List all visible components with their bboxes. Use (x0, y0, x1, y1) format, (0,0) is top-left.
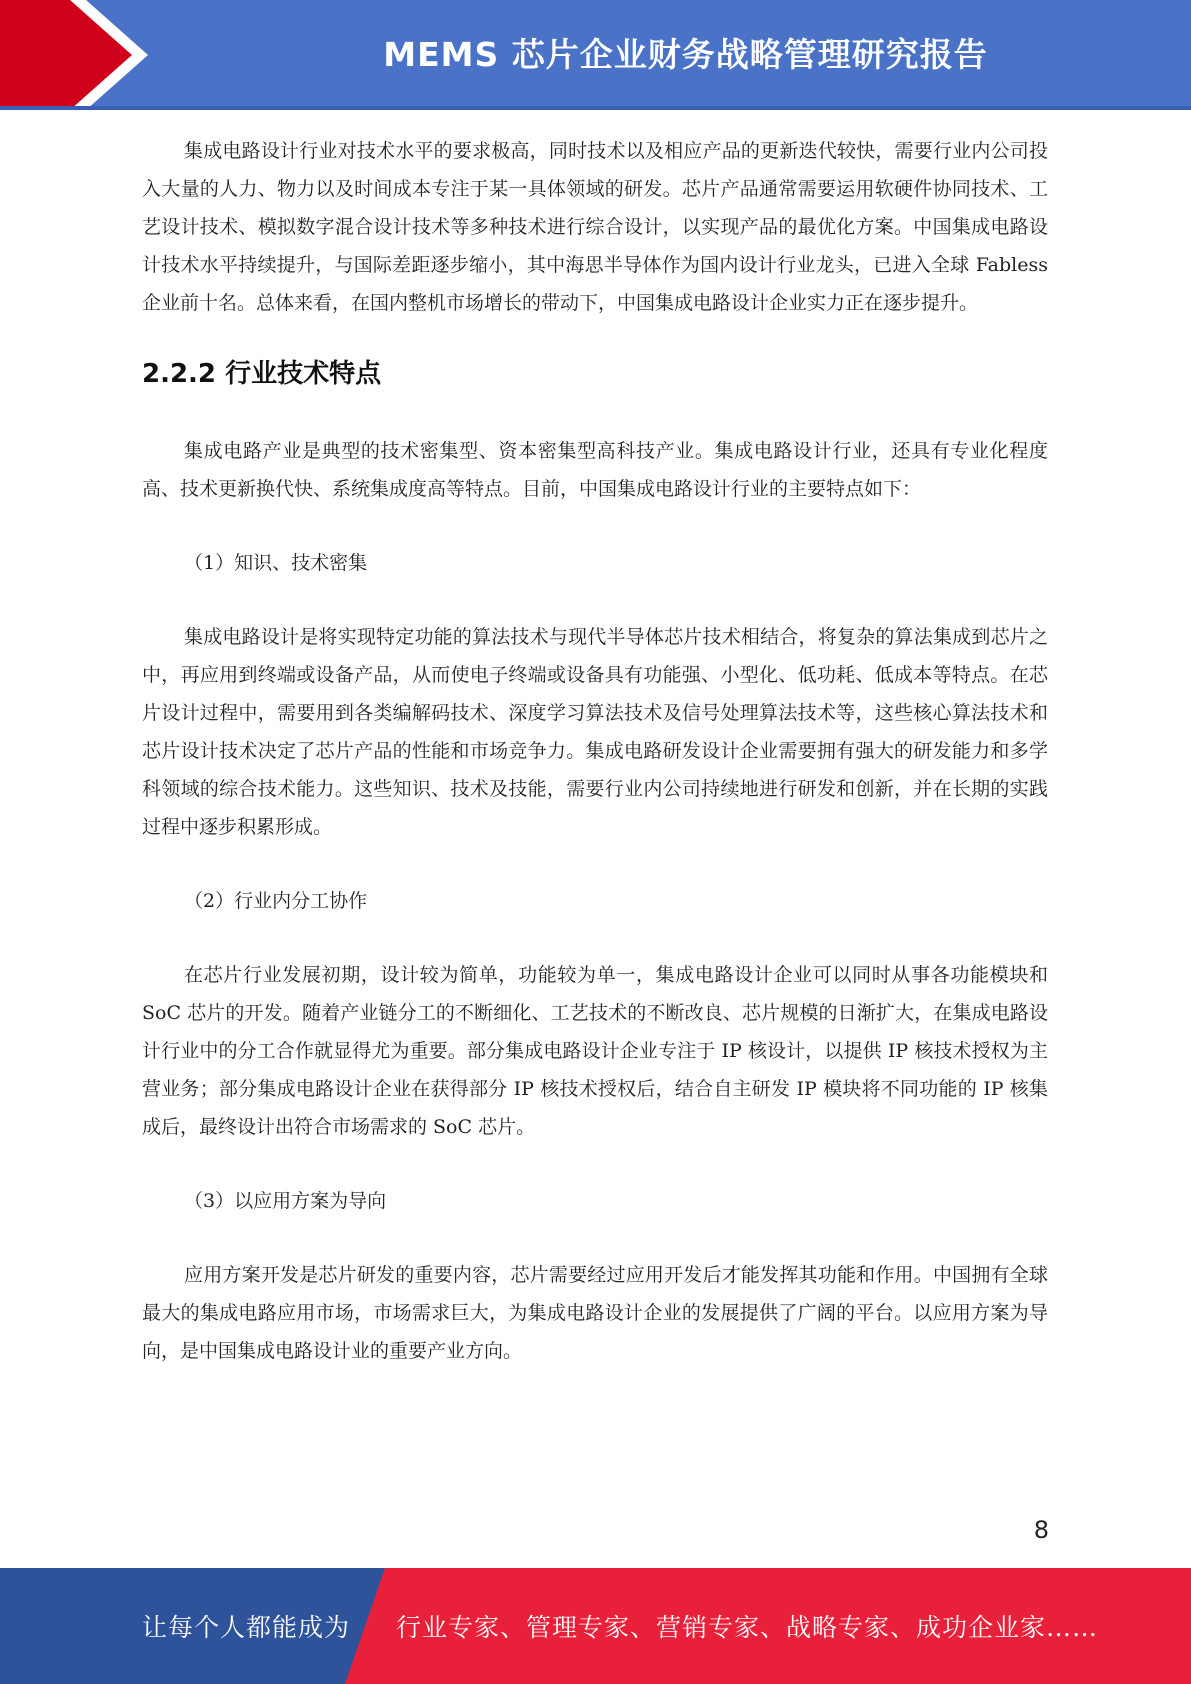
paragraph-industry-tech-level: 集成电路设计行业对技术水平的要求极高，同时技术以及相应产品的更新迭代较快，需要行业内公司投入大量的人力、物力以及时间成本专注于某一具体领域的研发。芯片产品通常需要运用软硬件协同技术、工艺设计技术、模拟数字混合设计技术等多种技术进行综合设计，以实现产品的最优化方案。中国集成电路设计技术水平持续提升，与国际差距逐步缩小，其中海思半导体作为国内设计行业龙头，已进入全球 Fabless 企业前十名。总体来看，在国内整机市场增长的带动下，中国集成电路设计企业实力正在逐步提升。 (142, 140, 1048, 314)
footer-slogan-right: 行业专家、管理专家、营销专家、战略专家、成功企业家…… (396, 1613, 1099, 1642)
paragraph-application-oriented: 应用方案开发是芯片研发的重要内容，芯片需要经过应用开发后才能发挥其功能和作用。中国拥有全球最大的集成电路应用市场，市场需求巨大，为集成电路设计企业的发展提供了广阔的平台。以应用方案为导向，是中国集成电路设计业的重要产业方向。 (142, 1264, 1048, 1362)
report-title: MEMS 芯片企业财务战略管理研究报告 (383, 34, 988, 74)
paragraph-industry-characteristics: 集成电路产业是典型的技术密集型、资本密集型高科技产业。集成电路设计行业，还具有专业化程度高、技术更新换代快、系统集成度高等特点。目前，中国集成电路设计行业的主要特点如下： (142, 440, 1048, 500)
section-heading: 2.2.2 行业技术特点 (142, 359, 382, 389)
document-body (142, 132, 1048, 1370)
subheading-application-oriented: （3）以应用方案为导向 (184, 1190, 387, 1212)
header-underline (0, 106, 1191, 110)
footer-slogan-left: 让每个人都能成为 (142, 1613, 351, 1642)
page-footer (0, 1568, 1191, 1684)
chevron-logo-icon (0, 0, 160, 110)
paragraph-division-of-labor: 在芯片行业发展初期，设计较为简单，功能较为单一，集成电路设计企业可以同时从事各功能模块和 SoC 芯片的开发。随着产业链分工的不断细化、工艺技术的不断改良、芯片规模的日渐扩大，在集成电路设计行业中的分工合作就显得尤为重要。部分集成电路设计企业专注于 IP 核设计，以提供 IP 核技术授权为主营业务；部分集成电路设计企业在获得部分 IP 核技术授权后，结合自主研发 IP 模块将不同功能的 IP 核集成后，最终设计出符合市场需求的 SoC 芯片。 (142, 964, 1048, 1138)
subheading-division-of-labor: （2）行业内分工协作 (184, 890, 368, 912)
paragraph-knowledge-intensive: 集成电路设计是将实现特定功能的算法技术与现代半导体芯片技术相结合，将复杂的算法集成到芯片之中，再应用到终端或设备产品，从而使电子终端或设备具有功能强、小型化、低功耗、低成本等特点。在芯片设计过程中，需要用到各类编解码技术、深度学习算法技术及信号处理算法技术等，这些核心算法技术和芯片设计技术决定了芯片产品的性能和市场竞争力。集成电路研发设计企业需要拥有强大的研发能力和多学科领域的综合技术能力。这些知识、技术及技能，需要行业内公司持续地进行研发和创新，并在长期的实践过程中逐步积累形成。 (142, 626, 1048, 838)
subheading-knowledge-intensive: （1）知识、技术密集 (184, 552, 368, 574)
page-header (0, 0, 1191, 110)
page-number: 8 (1033, 1516, 1049, 1544)
